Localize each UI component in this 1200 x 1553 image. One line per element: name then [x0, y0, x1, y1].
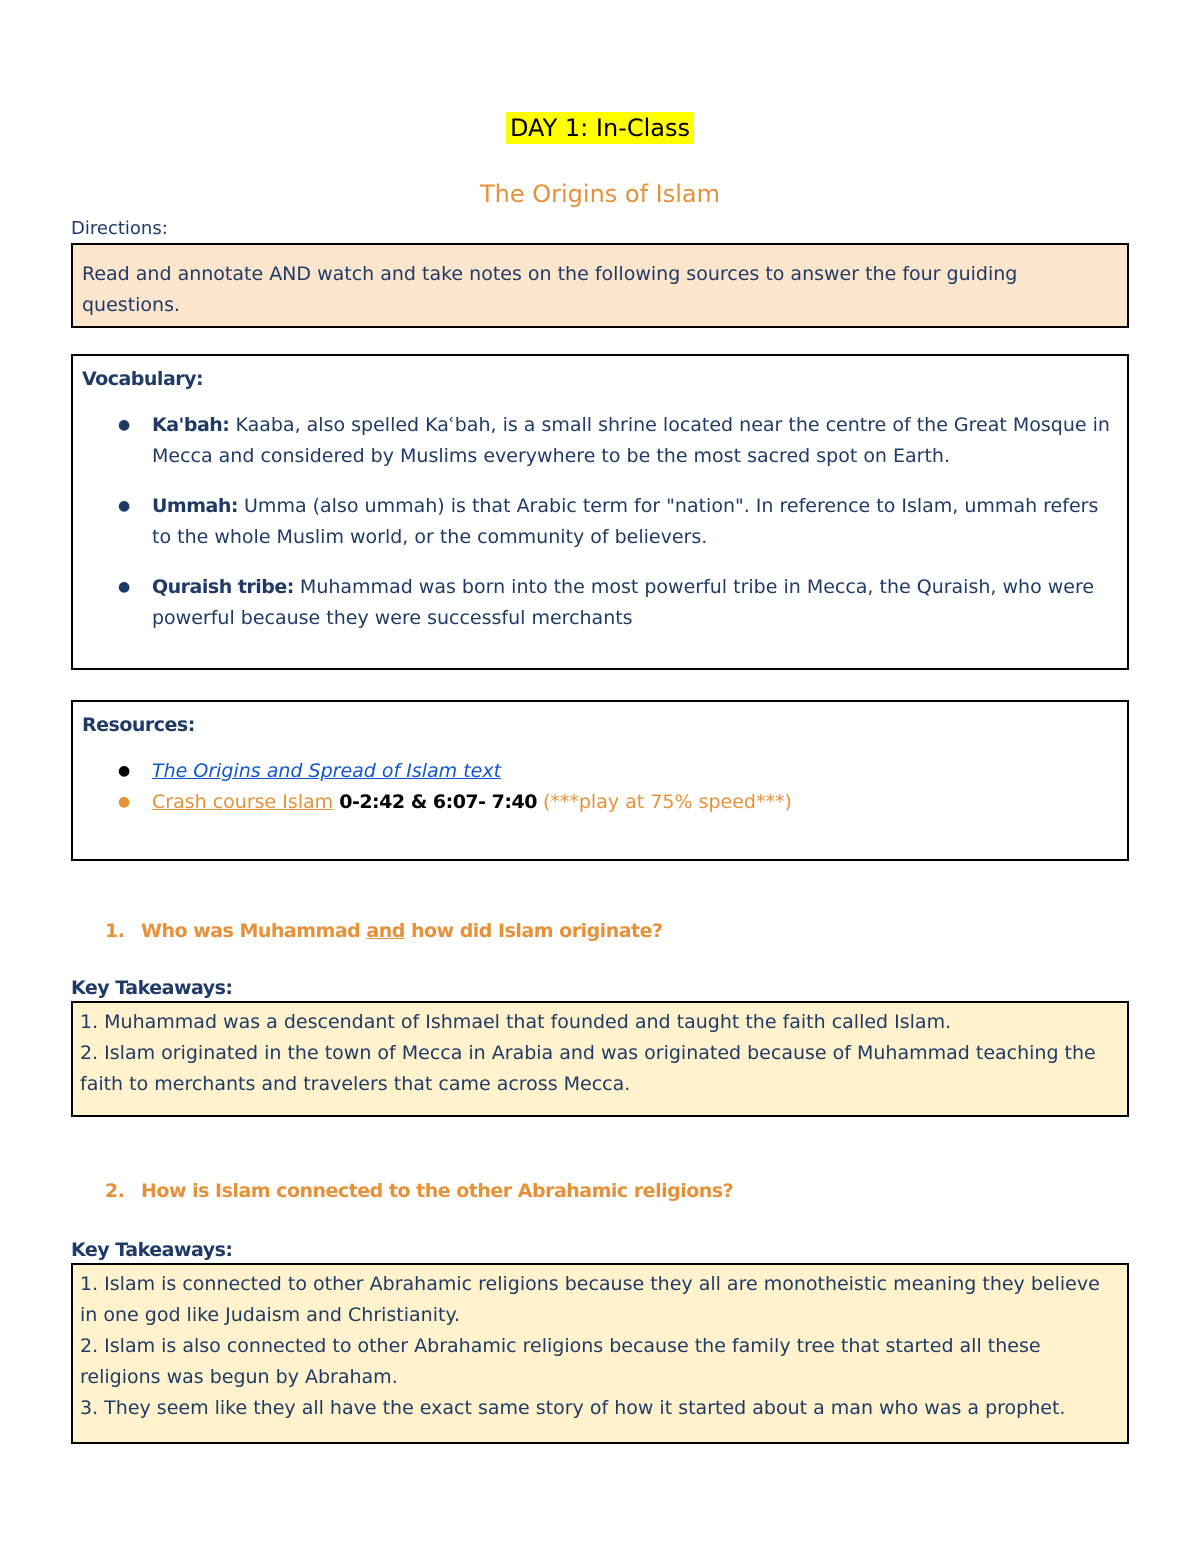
- list-item: [118, 572, 1118, 634]
- vocab-term: Quraish tribe:: [152, 576, 294, 598]
- list-item: [118, 756, 1118, 787]
- bullet-icon: ●: [118, 763, 131, 779]
- vocab-term: Ka'bah:: [152, 414, 230, 436]
- vocab-term: Ummah:: [152, 495, 238, 517]
- vocabulary-heading: Vocabulary:: [82, 368, 204, 390]
- speed-note: (***play at 75% speed***): [536, 791, 792, 813]
- directions-label: Directions:: [71, 218, 168, 239]
- resources-heading: Resources:: [82, 714, 195, 736]
- vocab-definition: Muhammad was born into the most powerful tribe in Mecca, the Quraish, who were powerful because they were successful merchants: [152, 576, 1095, 629]
- bullet-icon: ●: [118, 579, 131, 595]
- crash-course-link[interactable]: Crash course Islam: [152, 791, 334, 813]
- vocabulary-box: [71, 354, 1129, 670]
- directions-box: Read and annotate AND watch and take notes on the following sources to answer the four guiding questions.: [71, 243, 1129, 328]
- key-takeaways-label: Key Takeaways:: [71, 977, 233, 999]
- list-item: [118, 491, 1118, 553]
- question-2: 2. How is Islam connected to the other Abrahamic religions?: [105, 1180, 734, 1202]
- page-subtitle: The Origins of Islam: [479, 180, 721, 208]
- answer-box-1[interactable]: [71, 1001, 1129, 1117]
- answer-line: 1. Islam is connected to other Abrahamic religions because they all are monotheistic meaning they believe in one god like Judaism and Christianity.: [80, 1273, 1100, 1326]
- answer-line: 3. They seem like they all have the exact same story of how it started about a man who was a prophet.: [80, 1397, 1066, 1419]
- resources-list: [82, 756, 1118, 818]
- page-title: DAY 1: In-Class: [0, 114, 1200, 142]
- key-takeaways-label: Key Takeaways:: [71, 1239, 233, 1261]
- resources-box: [71, 700, 1129, 861]
- video-timestamps: 0-2:42 & 6:07- 7:40: [339, 791, 537, 813]
- vocab-definition: Kaaba, also spelled Kaʿbah, is a small shrine located near the centre of the Great Mosque in Mecca and considered by Muslims everywhere to be the most sacred spot on Earth.: [152, 414, 1110, 467]
- answer-line: 2. Islam originated in the town of Mecca in Arabia and was originated because of Muhammad teaching the faith to merchants and travelers that came across Mecca.: [80, 1042, 1096, 1095]
- list-item: [118, 787, 1118, 818]
- question-1: 1. Who was Muhammad and how did Islam originate?: [105, 920, 663, 942]
- origins-text-link[interactable]: The Origins and Spread of Islam text: [152, 760, 502, 782]
- answer-box-2[interactable]: [71, 1263, 1129, 1444]
- answer-line: 1. Muhammad was a descendant of Ishmael that founded and taught the faith called Islam.: [80, 1011, 952, 1033]
- vocabulary-list: [82, 410, 1118, 634]
- answer-line: 2. Islam is also connected to other Abrahamic religions because the family tree that started all these religions was begun by Abraham.: [80, 1335, 1041, 1388]
- bullet-icon: ●: [118, 794, 131, 810]
- list-item: [118, 410, 1118, 472]
- vocab-definition: Umma (also ummah) is that Arabic term for "nation". In reference to Islam, ummah refers to the whole Muslim world, or the community of believers.: [152, 495, 1099, 548]
- bullet-icon: ●: [118, 498, 131, 514]
- bullet-icon: ●: [118, 417, 131, 433]
